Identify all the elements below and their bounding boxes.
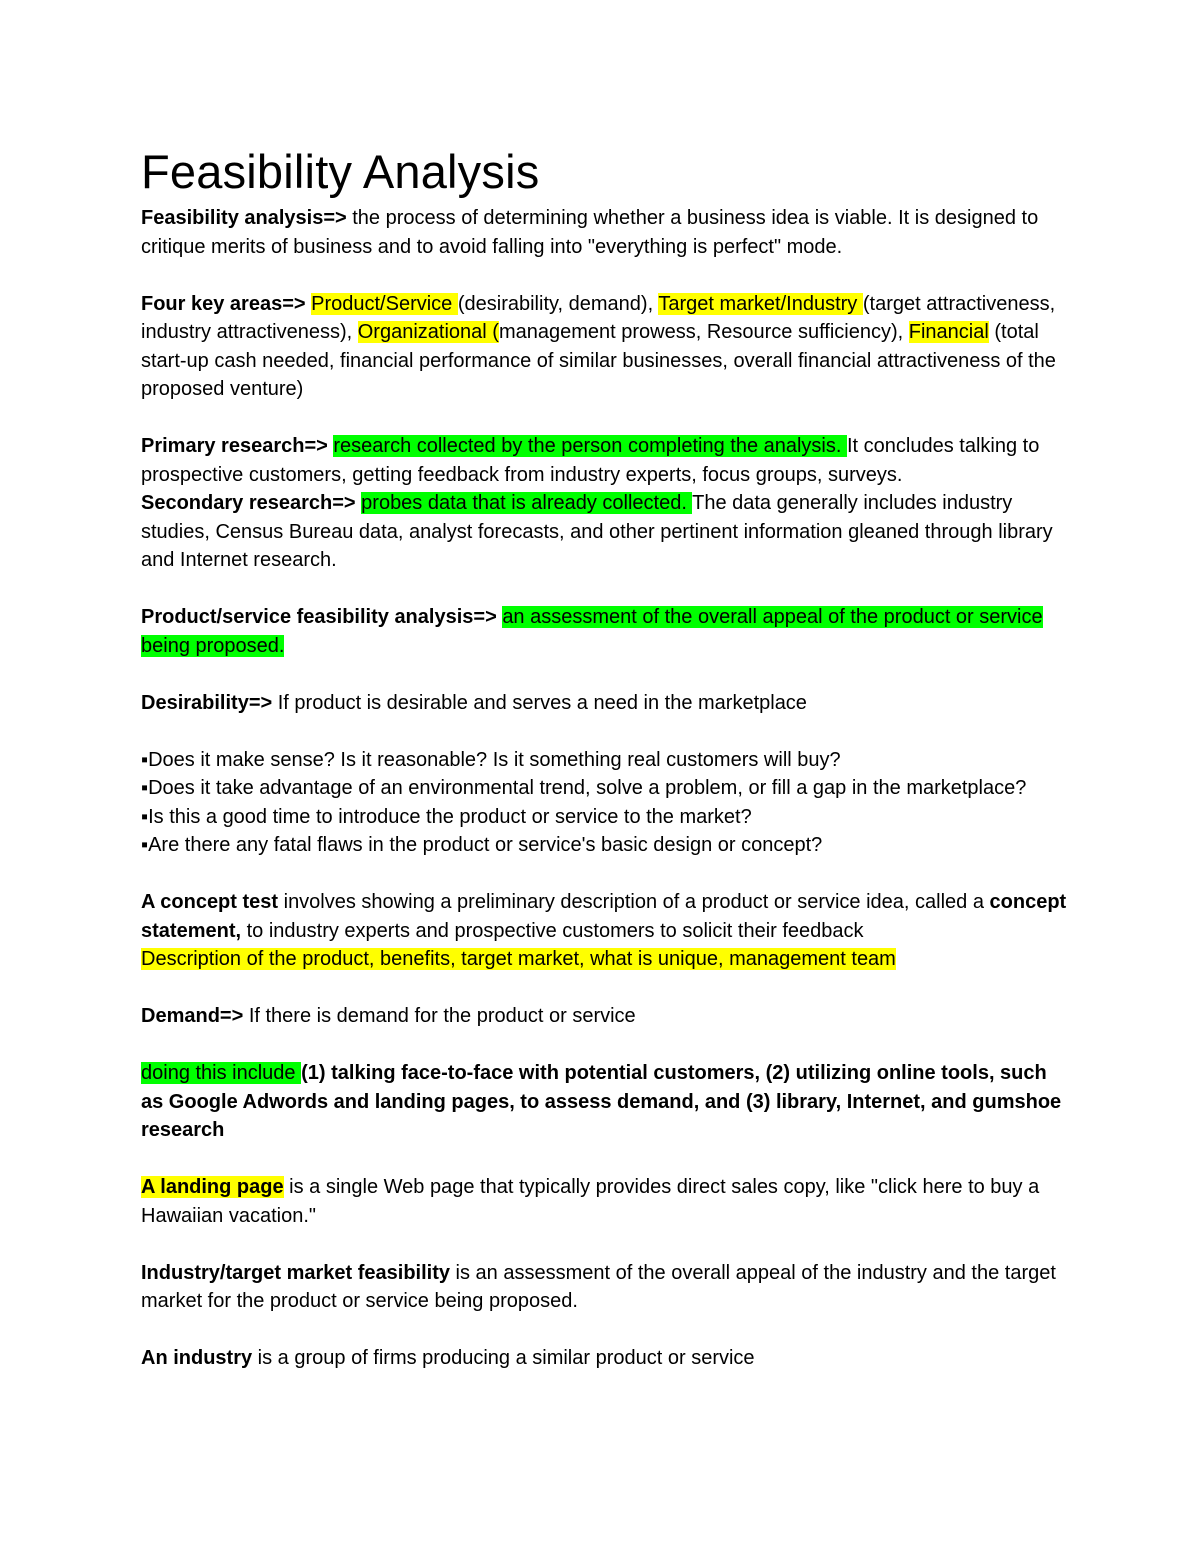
paragraph-concept-statement-items	[141, 945, 1071, 974]
definition-text: The data generally includes industry studies, Census Bureau data, analyst forecasts, and other pertinent information gleaned through library and Internet research.	[141, 492, 1053, 571]
term-secondary-research: Secondary research=>	[141, 492, 356, 514]
bullet-item: ▪Are there any fatal flaws in the product or service's basic design or concept?	[141, 834, 823, 856]
paragraph-spacer	[141, 1145, 1071, 1174]
definition-text: to industry experts and prospective customers to solicit their feedback	[241, 919, 864, 942]
paragraph-spacer	[141, 974, 1071, 1003]
paragraph-desirability	[141, 689, 1071, 718]
term-four-key-areas: Four key areas=>	[141, 292, 306, 315]
area-description: management prowess, Resource sufficiency),	[498, 321, 909, 343]
area-description: (desirability, demand),	[457, 292, 659, 315]
definition-text: is an assessment of the overall appeal of the industry and the target market for the product or service being proposed.	[141, 1261, 1056, 1312]
highlight-financial: Financial	[908, 321, 989, 343]
paragraph-feasibility-analysis	[141, 204, 1071, 261]
term-product-service-feasibility: Product/service feasibility analysis=>	[141, 606, 497, 628]
paragraph-four-key-areas	[141, 290, 1071, 404]
paragraph-spacer	[141, 575, 1071, 604]
paragraph-secondary-research	[141, 489, 1071, 575]
highlight-target-market: Target market/Industry	[658, 292, 863, 315]
highlight-secondary-research: probes data that is already collected.	[361, 492, 693, 514]
area-description: (target attractiveness, industry attractiveness),	[141, 292, 1056, 343]
paragraph-industry	[141, 1344, 1071, 1373]
term-concept-test: A concept test	[141, 891, 279, 913]
term-primary-research: Primary research=>	[141, 435, 328, 457]
definition-text: If there is demand for the product or service	[243, 1005, 636, 1027]
term-desirability: Desirability=>	[141, 691, 273, 714]
term-concept-statement: concept statement,	[141, 891, 1067, 942]
bullet-item: ▪Does it make sense? Is it reasonable? Is it something real customers will buy?	[141, 748, 841, 771]
bullet-item: ▪Is this a good time to introduce the product or service to the market?	[141, 805, 752, 828]
term-industry: An industry	[141, 1347, 253, 1369]
paragraph-spacer	[141, 1031, 1071, 1060]
definition-text: is a single Web page that typically provides direct sales copy, like "click here to buy a Hawaiian vacation."	[141, 1176, 1040, 1227]
paragraph-concept-test	[141, 888, 1071, 945]
highlight-primary-research: research collected by the person completing the analysis.	[333, 435, 847, 457]
highlight-doing-this-include: doing this include	[141, 1062, 302, 1084]
paragraph-spacer	[141, 660, 1071, 689]
paragraph-primary-research	[141, 432, 1071, 489]
highlight-organizational: Organizational (	[357, 321, 499, 343]
paragraph-product-service-feasibility	[141, 603, 1071, 660]
definition-text: is a group of firms producing a similar product or service	[252, 1347, 755, 1369]
definition-text: the process of determining whether a business idea is viable. It is designed to critique merits of business and to avoid falling into "everything is perfect" mode.	[141, 207, 1039, 258]
bullet-item: ▪Does it take advantage of an environmental trend, solve a problem, or fill a gap in the marketplace?	[141, 777, 1027, 799]
term-feasibility-analysis: Feasibility analysis=>	[141, 207, 347, 229]
paragraph-landing-page	[141, 1173, 1071, 1230]
term-industry-target-market: Industry/target market feasibility	[141, 1261, 450, 1284]
definition-text: involves showing a preliminary description of a product or service idea, called a	[278, 891, 990, 913]
highlight-product-service-feasibility: an assessment of the overall appeal of the product or service being proposed.	[141, 606, 1043, 657]
paragraph-spacer	[141, 261, 1071, 290]
paragraph-spacer	[141, 1230, 1071, 1259]
paragraph-spacer	[141, 717, 1071, 746]
page-title: Feasibility Analysis	[141, 145, 540, 198]
definition-text: It concludes talking to prospective customers, getting feedback from industry experts, focus groups, surveys.	[141, 435, 1040, 486]
highlight-product-service: Product/Service	[311, 292, 458, 315]
highlight-concept-statement-items: Description of the product, benefits, target market, what is unique, management team	[141, 948, 896, 970]
paragraph-demand	[141, 1002, 1071, 1031]
definition-text: If product is desirable and serves a need in the marketplace	[272, 691, 807, 714]
paragraph-demand-methods	[141, 1059, 1071, 1145]
paragraph-spacer	[141, 860, 1071, 889]
paragraph-spacer	[141, 404, 1071, 433]
demand-methods-list: (1) talking face-to-face with potential customers, (2) utilizing online tools, such as Google Adwords and landing pages, to assess demand, and (3) library, Internet, and gumshoe research	[141, 1062, 1062, 1141]
document-page	[141, 140, 1071, 1373]
paragraph-spacer	[141, 1316, 1071, 1345]
term-landing-page: A landing page	[141, 1176, 284, 1198]
area-description: (total start-up cash needed, financial performance of similar businesses, overall financial attractiveness of the proposed venture)	[141, 321, 1056, 400]
paragraph-industry-target-market	[141, 1259, 1071, 1316]
term-demand: Demand=>	[141, 1005, 244, 1027]
